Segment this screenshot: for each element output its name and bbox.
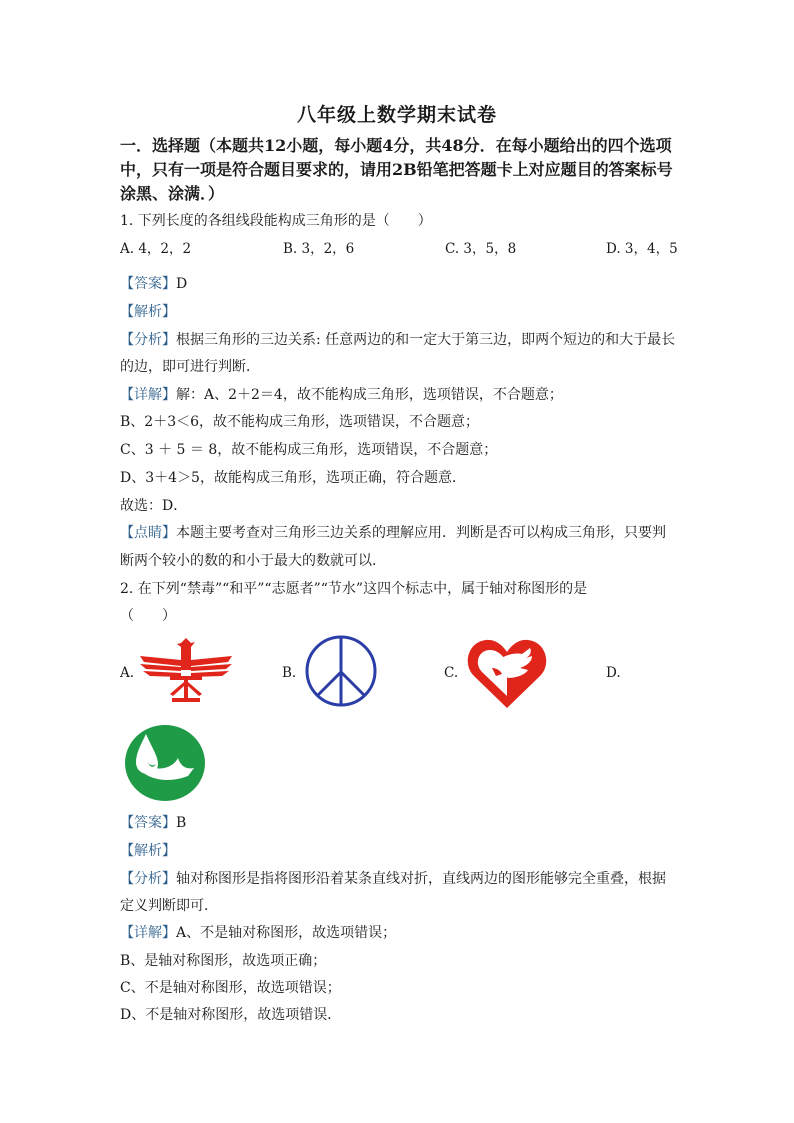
question-2-xiangjie-d: D、不是轴对称图形，故选项错误． (120, 1007, 342, 1023)
question-1-option-c: C. 3，5，8 (445, 241, 517, 257)
question-1-stem: 1. 下列长度的各组线段能构成三角形的是（ ） (120, 213, 432, 229)
question-2-option-b-label: B. (282, 665, 297, 681)
anti-drug-logo-icon (140, 636, 232, 706)
question-2-stem: 2. 在下列“禁毒”“和平”“志愿者”“节水”这四个标志中，属于轴对称图形的是 (120, 581, 588, 597)
question-1-xiangjie-b: B、2＋3＜6，故不能构成三角形，选项错误，不合题意； (120, 414, 480, 430)
xiangjie-tag: 【详解】 (120, 387, 176, 403)
xiangjie-text: A、不是轴对称图形，故选项错误； (176, 925, 397, 941)
fenxi-text: 根据三角形的三边关系: 任意两边的和一定大于第三边，即两个短边的和大于最长 (176, 332, 676, 348)
question-2-option-a-label: A. (120, 665, 135, 681)
question-2-xiangjie-a (120, 923, 396, 943)
xiangjie-text: 解：A、2＋2＝4，故不能构成三角形，选项错误，不合题意； (176, 387, 563, 403)
question-1-xiangjie-a (120, 385, 563, 405)
question-1-fenxi-cont: 的边，即可进行判断． (120, 359, 260, 375)
water-saving-logo-icon (124, 724, 206, 802)
answer-tag: 【答案】 (120, 815, 176, 831)
question-1-dianjing (120, 523, 666, 543)
question-2-xiangjie-b: B、是轴对称图形，故选项正确； (120, 953, 327, 969)
question-1-dianjing-cont: 断两个较小的数的和小于最大的数就可以． (120, 553, 386, 569)
fenxi-tag: 【分析】 (120, 871, 176, 887)
answer-value: D (176, 276, 188, 292)
question-1-answer (120, 274, 187, 294)
dianjing-text: 本题主要考查对三角形三边关系的理解应用．判断是否可以构成三角形，只要判 (176, 525, 666, 541)
question-1-fenxi (120, 330, 675, 350)
page-title: 八年级上数学期末试卷 (296, 104, 497, 126)
question-1-option-b: B. 3，2，6 (283, 241, 355, 257)
question-1-analysis-tag: 【解析】 (120, 304, 176, 320)
question-1-choice: 故选：D． (120, 498, 188, 514)
peace-symbol-icon (304, 634, 378, 708)
question-2-xiangjie-c: C、不是轴对称图形，故选项错误； (120, 980, 341, 996)
dianjing-tag: 【点睛】 (120, 525, 176, 541)
section-heading: 一．选择题（本题共12小题，每小题4分，共48分．在每小题给出的四个选项中，只有一项是符合题目要求的，请用2B铅笔把答题卡上对应题目的答案标号涂黑、涂满．） (120, 136, 673, 203)
question-2-fenxi (120, 869, 666, 889)
question-2-fenxi-cont: 定义判断即可． (120, 898, 218, 914)
answer-value: B (176, 815, 187, 831)
question-1-xiangjie-c: C、3 ＋ 5 ＝ 8，故不能构成三角形，选项错误，不合题意； (120, 442, 498, 458)
question-2-answer (120, 813, 186, 833)
question-2-stem-cont: （ ） (120, 608, 176, 624)
fenxi-tag: 【分析】 (120, 332, 176, 348)
answer-tag: 【答案】 (120, 276, 176, 292)
question-1-option-a: A. 4，2，2 (120, 241, 192, 257)
question-1-xiangjie-d: D、3＋4＞5，故能构成三角形，选项正确，符合题意． (120, 470, 466, 486)
question-2-option-c-label: C. (444, 665, 459, 681)
fenxi-text: 轴对称图形是指将图形沿着某条直线对折，直线两边的图形能够完全重叠，根据 (176, 871, 666, 887)
question-2-option-d-label: D. (606, 665, 621, 681)
volunteer-heart-logo-icon (466, 634, 548, 710)
question-2-analysis-tag: 【解析】 (120, 843, 176, 859)
xiangjie-tag: 【详解】 (120, 925, 176, 941)
question-1-option-d: D. 3，4，5 (606, 241, 678, 257)
